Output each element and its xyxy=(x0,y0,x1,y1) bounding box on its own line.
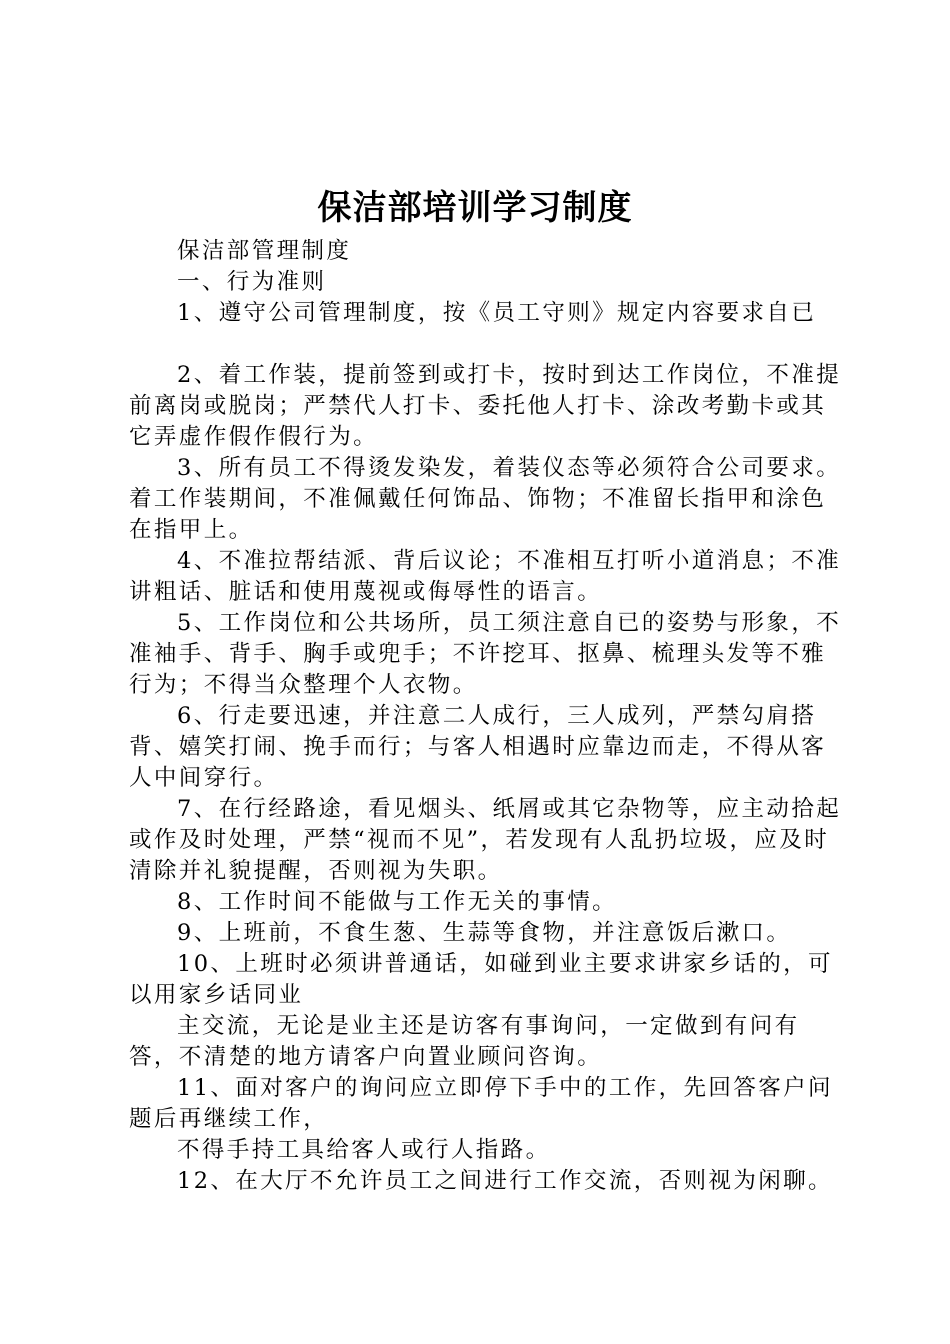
rule-7: 7、在行经路途，看见烟头、纸屑或其它杂物等，应主动拾起或作及时处理，严禁“视而不见”，若发现有人乱扔垃圾，应及时清除并礼貌提醒，否则视为失职。 xyxy=(129,796,842,884)
rule-10: 10、上班时必须讲普通话，如碰到业主要求讲家乡话的，可以用家乡话同业 xyxy=(129,951,833,1008)
rule-5: 5、工作岗位和公共场所，员工须注意自已的姿势与形象，不准袖手、背手、胸手或兜手；不许挖耳、抠鼻、梳理头发等不雅行为；不得当众整理个人衣物。 xyxy=(129,610,842,698)
rule-1: 1、遵守公司管理制度，按《员工守则》规定内容要求自已 xyxy=(177,300,817,326)
rule-11-continued: 不得手持工具给客人或行人指路。 xyxy=(177,1137,551,1163)
document-body xyxy=(129,236,849,1197)
section-heading-conduct: 一、行为准则 xyxy=(177,269,327,295)
rule-3: 3、所有员工不得烫发染发，着装仪态等必须符合公司要求。着工作装期间，不准佩戴任何饰品、饰物；不准留长指甲和涂色在指甲上。 xyxy=(129,455,842,543)
rule-2: 2、着工作装，提前签到或打卡，按时到达工作岗位，不准提前离岗或脱岗；严禁代人打卡、委托他人打卡、涂改考勤卡或其它弄虚作假作假行为。 xyxy=(129,362,842,450)
blank-line xyxy=(129,329,849,360)
rule-6: 6、行走要迅速，并注意二人成行，三人成列，严禁勾肩搭背、嬉笑打闹、挽手而行；与客人相遇时应靠边而走，不得从客人中间穿行。 xyxy=(129,703,827,791)
rule-4: 4、不准拉帮结派、背后议论；不准相互打听小道消息；不准讲粗话、脏话和使用蔑视或侮辱性的语言。 xyxy=(129,548,842,605)
section-heading-management: 保洁部管理制度 xyxy=(177,238,352,264)
rule-9: 9、上班前，不食生葱、生蒜等食物，并注意饭后漱口。 xyxy=(177,920,792,946)
rule-8: 8、工作时间不能做与工作无关的事情。 xyxy=(177,889,618,915)
rule-11: 11、面对客户的询问应立即停下手中的工作，先回答客户问题后再继续工作， xyxy=(129,1075,833,1132)
document-title: 保洁部培训学习制度 xyxy=(317,188,633,228)
rule-12: 12、在大厅不允许员工之间进行工作交流，否则视为闲聊。 xyxy=(177,1168,833,1194)
rule-10-continued: 主交流，无论是业主还是访客有事询问，一定做到有问有答，不清楚的地方请客户向置业顾问咨询。 xyxy=(129,1013,800,1070)
